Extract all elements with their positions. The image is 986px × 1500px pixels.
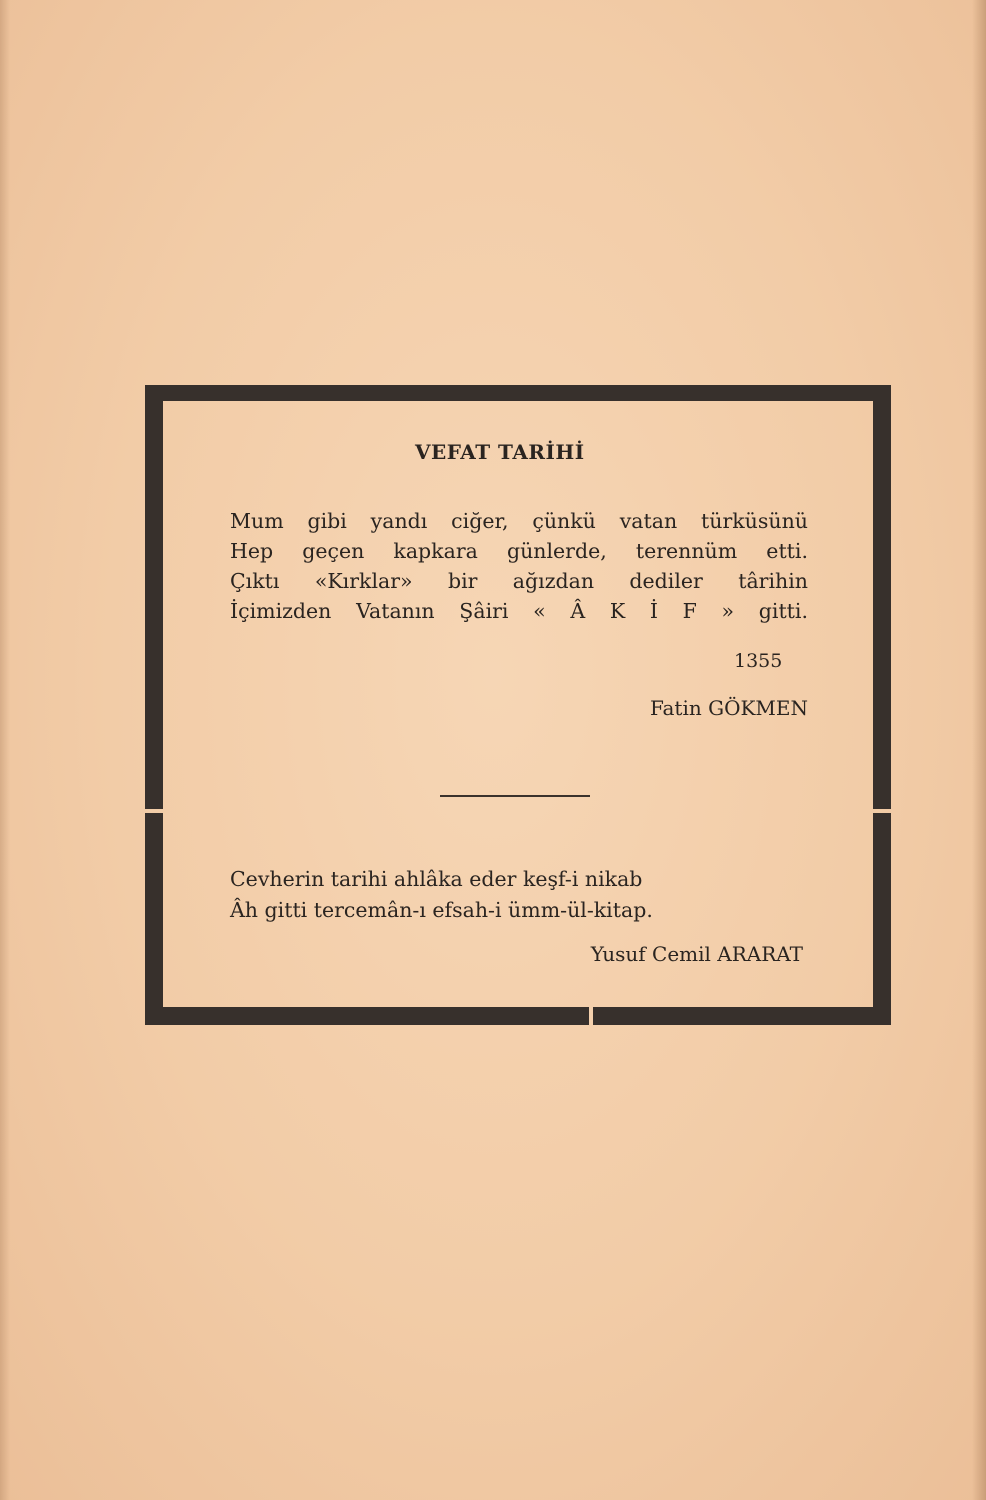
page-edge-left — [0, 0, 10, 1500]
frame-right-bar — [873, 385, 891, 809]
couplet-author: Yusuf Cemil ARARAT — [590, 942, 803, 966]
page-title: VEFAT TARİHİ — [415, 440, 585, 464]
page-edge-right — [972, 0, 986, 1500]
frame-left-bar — [145, 385, 163, 809]
poem-block — [230, 506, 808, 626]
poem-author: Fatin GÖKMEN — [649, 696, 808, 720]
couplet-block — [230, 864, 653, 926]
separator-line — [440, 795, 590, 797]
poem-line: İçimizden Vatanın Şâiri « Â K İ F » gitti. — [230, 599, 808, 623]
poem-line: Çıktı «Kırklar» bir ağızdan dediler târihin — [230, 569, 808, 593]
poem-year: 1355 — [734, 650, 783, 672]
frame-right-bar — [873, 813, 891, 1025]
frame-bottom-bar — [593, 1007, 875, 1025]
poem-line: Hep geçen kapkara günlerde, terennüm etti. — [230, 539, 808, 563]
couplet-line: Cevherin tarihi ahlâka eder keşf-i nikab — [230, 867, 643, 891]
couplet-line: Âh gitti tercemân-ı efsah-i ümm-ül-kitap. — [230, 898, 653, 922]
poem-line: Mum gibi yandı ciğer, çünkü vatan türküsünü — [230, 509, 808, 533]
frame-left-bar — [145, 813, 163, 1025]
frame-top-bar — [159, 385, 891, 401]
frame-bottom-bar — [159, 1007, 589, 1025]
